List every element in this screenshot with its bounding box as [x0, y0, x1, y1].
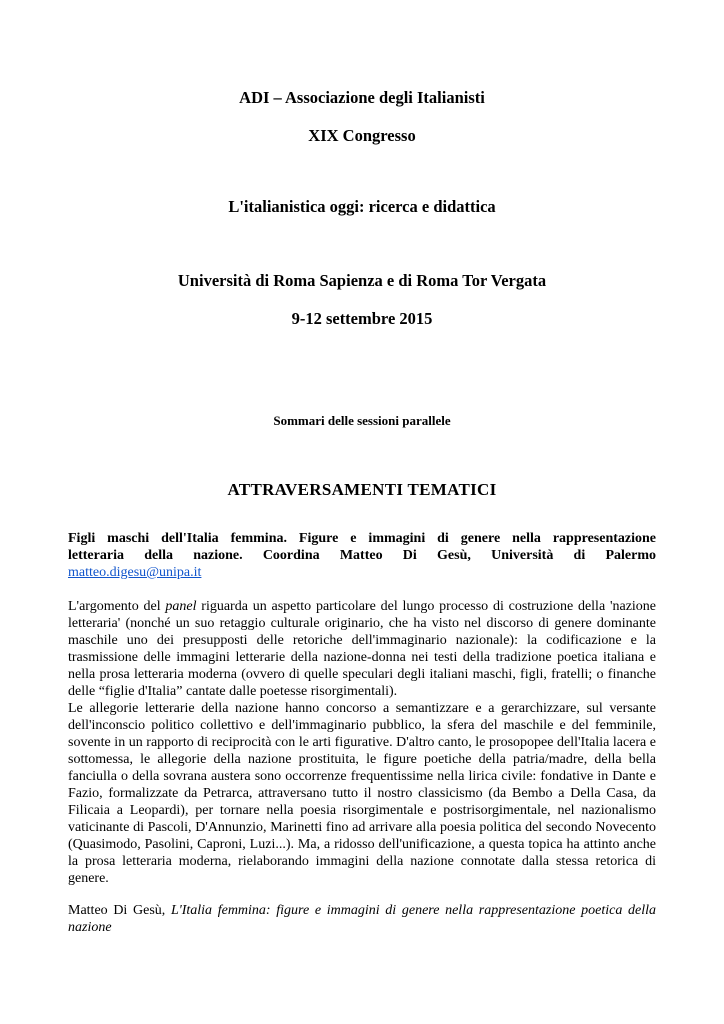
org-heading: ADI – Associazione degli Italianisti — [239, 88, 485, 107]
talk-author: Matteo Di Gesù, — [68, 903, 171, 918]
panel-description-paragraph-2: Le allegorie letterarie della nazione hanno concorso a semantizzare e a gerarchizzare, sul versante dell'inconscio politico collettivo e dell'immaginario pubblico, la sfera del maschile e del femminile, sovente in un rapporto di reciprocità con le arti figurative. D'altro canto, le prosopopee dell'Italia lacera e sottomessa, le allegorie della nazione prostituita, le figure poetiche della patria/madre, della bella fanciulla o della sovrana austera sono occorrenze frequentissime nella lirica civile: fondative in Dante e Fazio, formalizzate da Petrarca, attraversano tutto il nostro classicismo (da Bembo a Della Casa, da Filicaia a Leopardi), per tornare nella poesia risorgimentale e postrisorgimentale, nel nazionalismo vaticinante di Pascoli, D'Annunzio, Marinetti fino ad arrivare alla poesia politica del secondo Novecento (Quasimodo, Pasolini, Caproni, Luzi...). Ma, a ridosso dell'unificazione, a questa topica ha attinto anche la prosa letteraria moderna, rielaborando immagini della nazione connotate dalla stessa retorica di genere. — [68, 701, 656, 886]
talk-entry — [68, 902, 656, 936]
panel-email-line — [68, 564, 656, 581]
panel-title-line-1: Figli maschi dell'Italia femmina. Figure e immagini di genere nella rappresentazione — [68, 531, 656, 546]
dates-heading: 9-12 settembre 2015 — [291, 309, 433, 328]
coordinator-email-link[interactable]: matteo.digesu@unipa.it — [68, 565, 202, 580]
section-title: ATTRAVERSAMENTI TEMATICI — [227, 480, 497, 499]
talk-title: L'Italia femmina: figure e immagini di genere nella rappresentazione poetica della nazione — [68, 903, 656, 935]
p1-italic-term: panel — [165, 599, 197, 614]
universities-heading: Università di Roma Sapienza e di Roma Tor Vergata — [177, 271, 547, 290]
congress-heading: XIX Congresso — [308, 126, 416, 145]
panel-title-line-2: letteraria della nazione. Coordina Matteo Di Gesù, Università di Palermo — [68, 548, 656, 563]
subtitle-heading: Sommari delle sessioni parallele — [273, 413, 451, 428]
p1-text-after: riguarda un aspetto particolare del lungo processo di costruzione della 'nazione letteraria' (nonché un suo retaggio culturale originario, che ha visto nel discorso di genere dominante maschile uno dei presupposti delle retoriche dell'immaginario nazionale): la codificazione e la trasmissione delle immagini letterarie della nazione-donna nei testi della tradizione poetica italiana e nella prosa letteraria moderna (ovvero di quelle speculari degli italiani maschi, figli, fratelli; o finanche delle “figlie d'Italia” cantate dalle poetesse risorgimentali). — [68, 599, 657, 699]
p1-text-before: L'argomento del — [68, 599, 166, 614]
panel-description-paragraph-1 — [68, 598, 656, 700]
theme-heading: L'italianistica oggi: ricerca e didattica — [228, 197, 496, 216]
